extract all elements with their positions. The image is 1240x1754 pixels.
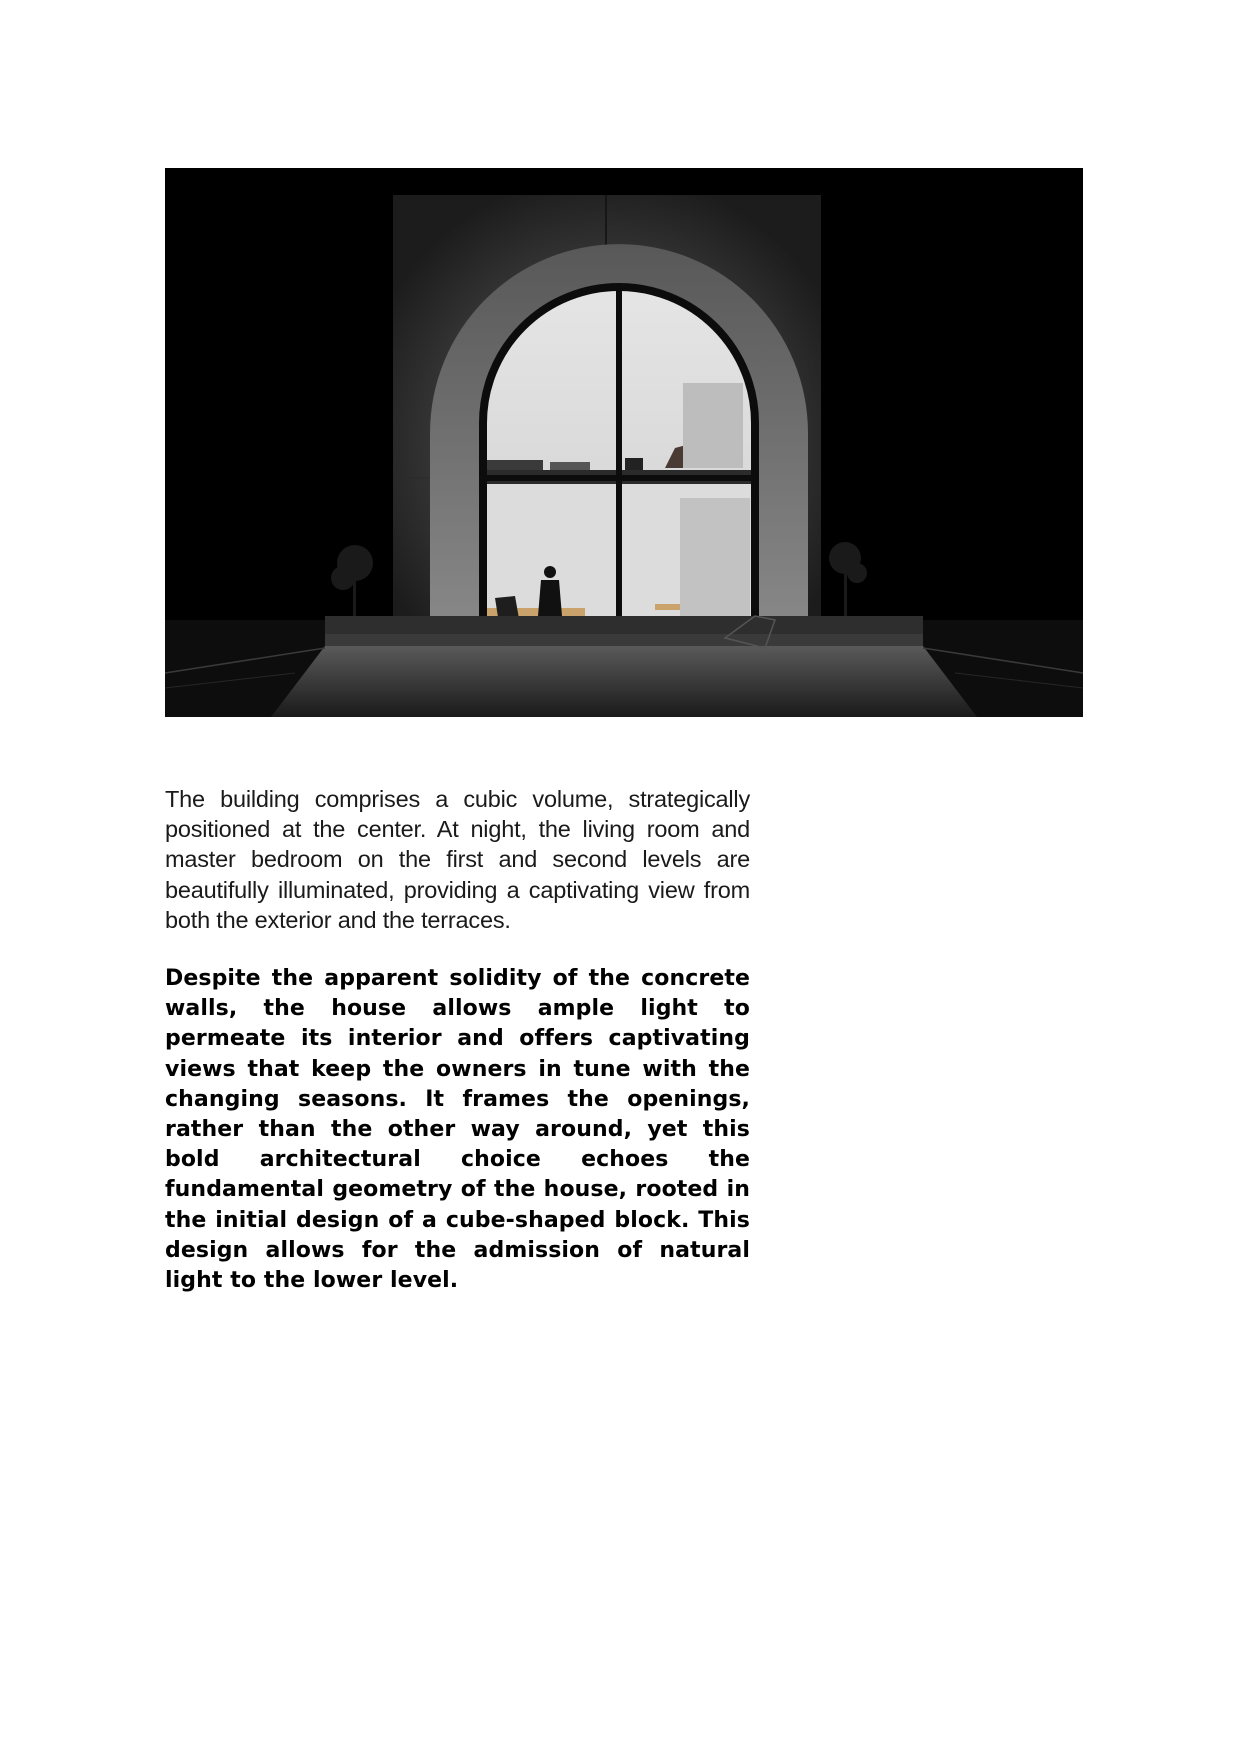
intro-paragraph: The building comprises a cubic volume, strategically positioned at the center. At night, the living room and master bedroom on the first and second levels are beautifully illuminated, providing a captivating view from both the exterior and the terraces. xyxy=(165,786,750,933)
text-column xyxy=(165,784,750,1296)
terrace-floor xyxy=(271,646,977,717)
architecture-photo xyxy=(165,168,1083,717)
emphasis-paragraph: Despite the apparent solidity of the concrete walls, the house allows ample light to permeate its interior and offers captivating views that keep the owners in tune with the changing seasons. It frames the openings, rather than the other way around, yet this bold architectural choice echoes the fundamental geometry of the house, rooted in the initial design of a cube-shaped block. This design allows for the admission of natural light to the lower level. xyxy=(165,966,750,1294)
house-night-illustration xyxy=(165,168,1083,717)
